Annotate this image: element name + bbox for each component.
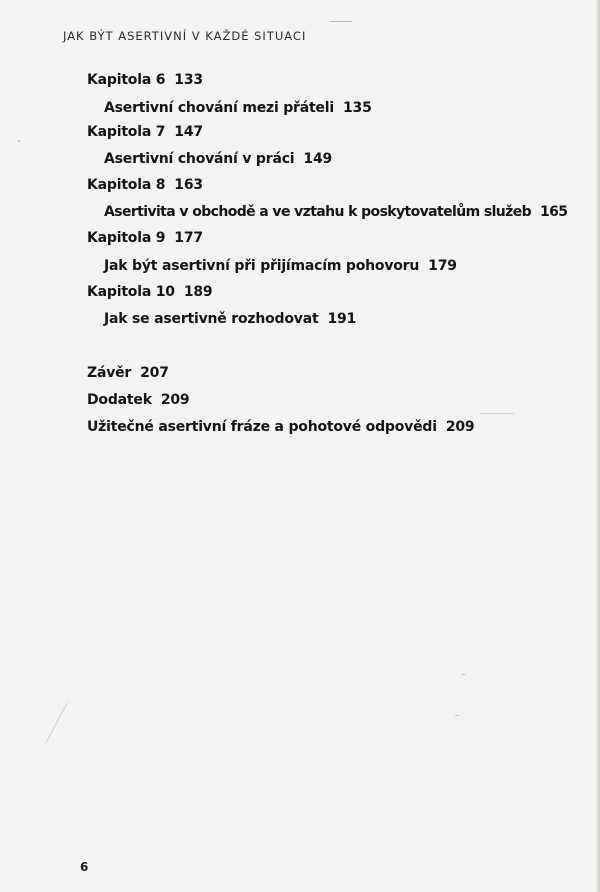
scan-mark: [45, 702, 67, 743]
toc-entry-rozhodovat: [104, 311, 356, 327]
scan-mark: [455, 715, 459, 716]
toc-entry-v-praci: [104, 151, 332, 167]
toc-entry-title: Kapitola 9: [87, 230, 166, 246]
toc-entry-dodatek: [87, 392, 189, 408]
toc-entry-page: 189: [183, 284, 213, 300]
toc-entry-title: Jak být asertivní při přijímacím pohovoru: [104, 258, 420, 274]
toc-entry-frazes: [87, 419, 474, 435]
toc-entry-zaver: [87, 365, 169, 381]
toc-entry-page: 165: [540, 204, 568, 220]
toc-entry-title: Dodatek: [87, 392, 152, 408]
toc-entry-page: 135: [342, 100, 372, 116]
toc-entry-page: 207: [140, 365, 169, 381]
toc-entry-page: 179: [428, 258, 457, 274]
toc-entry-title: Jak se asertivně rozhodovat: [104, 311, 319, 327]
toc-entry-page: 163: [174, 177, 203, 193]
toc-entry-page: 133: [174, 72, 203, 88]
toc-entry-kapitola-10: [87, 284, 212, 300]
toc-entry-page: 149: [303, 151, 333, 167]
toc-entry-page: 209: [160, 392, 190, 408]
toc-entry-title: Užitečné asertivní fráze a pohotové odpovědi: [87, 419, 437, 435]
page-edge: [596, 0, 600, 892]
toc-entry-title: Závěr: [87, 365, 132, 381]
toc-entry-kapitola-6: [87, 72, 203, 88]
toc-entry-page: 177: [174, 230, 203, 246]
scan-mark: [330, 21, 352, 22]
toc-entry-title: Asertivní chování v práci: [104, 151, 295, 167]
toc-entry-page: 209: [445, 419, 475, 435]
scan-mark: [462, 674, 465, 675]
scan-mark: [18, 140, 20, 142]
toc-entry-kapitola-8: [87, 177, 203, 193]
toc-entry-title: Kapitola 8: [87, 177, 166, 193]
toc-entry-mezi-prateli: [104, 100, 372, 116]
toc-entry-page: 191: [327, 311, 357, 327]
scan-mark: [480, 413, 514, 414]
toc-entry-title: Asertivní chování mezi přáteli: [104, 100, 334, 116]
toc-entry-title: Kapitola 10: [87, 284, 175, 300]
page-number: 6: [80, 860, 89, 874]
toc-entry-kapitola-7: [87, 124, 203, 140]
toc-entry-title: Kapitola 6: [87, 72, 166, 88]
toc-entry-title: Kapitola 7: [87, 124, 166, 140]
toc-entry-kapitola-9: [87, 230, 203, 246]
toc-entry-pohovor: [104, 258, 457, 274]
toc-entry-v-obchode: [104, 204, 567, 220]
toc-entry-page: 147: [174, 124, 203, 140]
toc-entry-title: Asertivita v obchodě a ve vztahu k poskytovatelům služeb: [104, 204, 532, 220]
running-header: JAK BÝT ASERTIVNÍ V KAŽDÉ SITUACI: [63, 29, 307, 43]
